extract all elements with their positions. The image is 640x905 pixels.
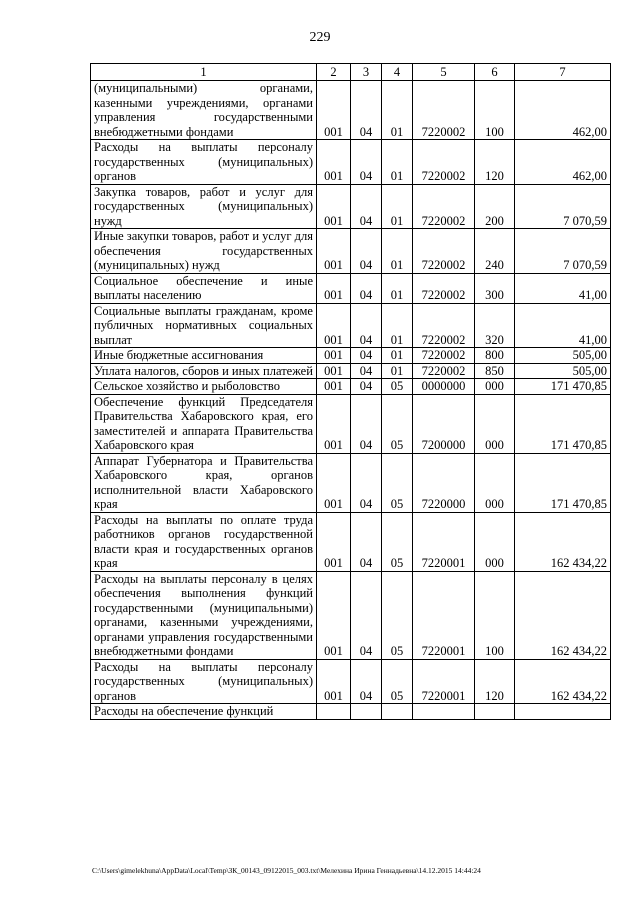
cell-amount: 162 434,22 xyxy=(515,512,611,571)
cell-section-code: 04 xyxy=(351,81,382,140)
cell-subsection-code: 01 xyxy=(382,140,413,185)
cell-section-code: 04 xyxy=(351,303,382,348)
cell-amount: 41,00 xyxy=(515,273,611,303)
cell-ministry-code: 001 xyxy=(317,229,351,274)
cell-section-code: 04 xyxy=(351,348,382,364)
cell-expense-type: 000 xyxy=(475,512,515,571)
cell-ministry-code: 001 xyxy=(317,379,351,395)
cell-target-code: 7220001 xyxy=(413,659,475,704)
cell-target-code: 7220002 xyxy=(413,140,475,185)
cell-section-code: 04 xyxy=(351,512,382,571)
table-row xyxy=(91,363,611,379)
cell-section-code: 04 xyxy=(351,571,382,659)
cell-description: Социальное обеспечение и иные выплаты населению xyxy=(91,273,317,303)
cell-description: Обеспечение функций Председателя Правительства Хабаровского края, его заместителей и аппарата Правительства Хабаровского края xyxy=(91,394,317,453)
cell-section-code xyxy=(351,704,382,720)
cell-ministry-code: 001 xyxy=(317,394,351,453)
page-number: 229 xyxy=(309,30,331,45)
table-row xyxy=(91,394,611,453)
table-row xyxy=(91,659,611,704)
cell-section-code: 04 xyxy=(351,659,382,704)
cell-section-code: 04 xyxy=(351,140,382,185)
column-header: 7 xyxy=(515,64,611,81)
table-row xyxy=(91,453,611,512)
column-header: 5 xyxy=(413,64,475,81)
cell-amount: 7 070,59 xyxy=(515,229,611,274)
cell-subsection-code: 05 xyxy=(382,379,413,395)
footer-file-path: C:\Users\gimelekhuna\AppData\Local\Temp\ЗК_00143_09122015_003.txt\Мелехина Ирина Геннадьевна\14.12.2015 14:44:24 xyxy=(92,866,481,875)
cell-target-code: 0000000 xyxy=(413,379,475,395)
cell-description: Закупка товаров, работ и услуг для государственных (муниципальных) нужд xyxy=(91,184,317,229)
column-header: 1 xyxy=(91,64,317,81)
cell-subsection-code: 01 xyxy=(382,81,413,140)
cell-description: Уплата налогов, сборов и иных платежей xyxy=(91,363,317,379)
cell-target-code: 7220002 xyxy=(413,184,475,229)
cell-expense-type: 000 xyxy=(475,379,515,395)
cell-description: Расходы на выплаты персоналу государственных (муниципальных) органов xyxy=(91,659,317,704)
cell-expense-type: 800 xyxy=(475,348,515,364)
cell-target-code: 7220002 xyxy=(413,363,475,379)
column-header: 2 xyxy=(317,64,351,81)
cell-subsection-code: 05 xyxy=(382,394,413,453)
cell-expense-type: 200 xyxy=(475,184,515,229)
cell-ministry-code: 001 xyxy=(317,453,351,512)
cell-expense-type: 120 xyxy=(475,659,515,704)
cell-section-code: 04 xyxy=(351,363,382,379)
cell-expense-type: 120 xyxy=(475,140,515,185)
cell-expense-type xyxy=(475,704,515,720)
cell-amount: 462,00 xyxy=(515,140,611,185)
cell-expense-type: 240 xyxy=(475,229,515,274)
cell-subsection-code: 01 xyxy=(382,184,413,229)
cell-ministry-code: 001 xyxy=(317,273,351,303)
cell-description: Иные бюджетные ассигнования xyxy=(91,348,317,364)
cell-amount: 7 070,59 xyxy=(515,184,611,229)
budget-table xyxy=(90,63,611,720)
cell-amount: 162 434,22 xyxy=(515,659,611,704)
table-row xyxy=(91,571,611,659)
cell-description: Аппарат Губернатора и Правительства Хабаровского края, органов исполнительной власти Хабаровского края xyxy=(91,453,317,512)
cell-ministry-code: 001 xyxy=(317,512,351,571)
cell-expense-type: 100 xyxy=(475,571,515,659)
column-header: 3 xyxy=(351,64,382,81)
cell-subsection-code: 01 xyxy=(382,363,413,379)
cell-ministry-code: 001 xyxy=(317,303,351,348)
cell-description: (муниципальными) органами, казенными учреждениями, органами управления государственными внебюджетными фондами xyxy=(91,81,317,140)
cell-ministry-code: 001 xyxy=(317,348,351,364)
cell-target-code: 7220002 xyxy=(413,348,475,364)
cell-ministry-code: 001 xyxy=(317,140,351,185)
cell-amount: 462,00 xyxy=(515,81,611,140)
table-row xyxy=(91,229,611,274)
cell-target-code: 7220002 xyxy=(413,229,475,274)
cell-ministry-code: 001 xyxy=(317,571,351,659)
cell-section-code: 04 xyxy=(351,379,382,395)
cell-target-code: 7200000 xyxy=(413,394,475,453)
cell-section-code: 04 xyxy=(351,273,382,303)
cell-target-code: 7220001 xyxy=(413,571,475,659)
cell-subsection-code: 01 xyxy=(382,273,413,303)
cell-description: Социальные выплаты гражданам, кроме публичных нормативных социальных выплат xyxy=(91,303,317,348)
cell-amount: 505,00 xyxy=(515,348,611,364)
cell-subsection-code: 05 xyxy=(382,453,413,512)
table-row xyxy=(91,184,611,229)
cell-ministry-code: 001 xyxy=(317,363,351,379)
cell-section-code: 04 xyxy=(351,394,382,453)
cell-expense-type: 000 xyxy=(475,394,515,453)
cell-target-code: 7220000 xyxy=(413,453,475,512)
cell-amount: 505,00 xyxy=(515,363,611,379)
cell-subsection-code: 01 xyxy=(382,229,413,274)
table-row xyxy=(91,273,611,303)
cell-amount: 162 434,22 xyxy=(515,571,611,659)
cell-target-code: 7220002 xyxy=(413,303,475,348)
cell-section-code: 04 xyxy=(351,229,382,274)
table-row xyxy=(91,81,611,140)
cell-description: Расходы на выплаты персоналу государственных (муниципальных) органов xyxy=(91,140,317,185)
cell-subsection-code: 01 xyxy=(382,303,413,348)
cell-target-code: 7220002 xyxy=(413,273,475,303)
cell-subsection-code: 05 xyxy=(382,659,413,704)
cell-target-code: 7220001 xyxy=(413,512,475,571)
cell-ministry-code: 001 xyxy=(317,659,351,704)
cell-amount: 41,00 xyxy=(515,303,611,348)
column-header: 6 xyxy=(475,64,515,81)
cell-amount: 171 470,85 xyxy=(515,394,611,453)
cell-description: Сельское хозяйство и рыболовство xyxy=(91,379,317,395)
table-row xyxy=(91,704,611,720)
cell-amount xyxy=(515,704,611,720)
cell-section-code: 04 xyxy=(351,453,382,512)
cell-description: Расходы на выплаты персоналу в целях обеспечения выполнения функций государственными (муниципальными) органами, казенными учреждениями, органами управления государственными внебюджетными фондами xyxy=(91,571,317,659)
cell-description: Иные закупки товаров, работ и услуг для обеспечения государственных (муниципальных) нужд xyxy=(91,229,317,274)
cell-expense-type: 320 xyxy=(475,303,515,348)
cell-section-code: 04 xyxy=(351,184,382,229)
cell-description: Расходы на выплаты по оплате труда работников органов государственной власти края и государственных органов края xyxy=(91,512,317,571)
cell-amount: 171 470,85 xyxy=(515,379,611,395)
cell-subsection-code: 05 xyxy=(382,571,413,659)
cell-subsection-code: 05 xyxy=(382,512,413,571)
cell-ministry-code xyxy=(317,704,351,720)
cell-amount: 171 470,85 xyxy=(515,453,611,512)
table-header-row xyxy=(91,64,611,81)
cell-target-code: 7220002 xyxy=(413,81,475,140)
column-header: 4 xyxy=(382,64,413,81)
cell-ministry-code: 001 xyxy=(317,81,351,140)
cell-expense-type: 300 xyxy=(475,273,515,303)
table-row xyxy=(91,379,611,395)
table-row xyxy=(91,140,611,185)
cell-subsection-code: 01 xyxy=(382,348,413,364)
cell-target-code xyxy=(413,704,475,720)
table-row xyxy=(91,512,611,571)
table-row xyxy=(91,303,611,348)
cell-expense-type: 000 xyxy=(475,453,515,512)
cell-subsection-code xyxy=(382,704,413,720)
cell-description: Расходы на обеспечение функций xyxy=(91,704,317,720)
table-row xyxy=(91,348,611,364)
cell-ministry-code: 001 xyxy=(317,184,351,229)
cell-expense-type: 100 xyxy=(475,81,515,140)
cell-expense-type: 850 xyxy=(475,363,515,379)
